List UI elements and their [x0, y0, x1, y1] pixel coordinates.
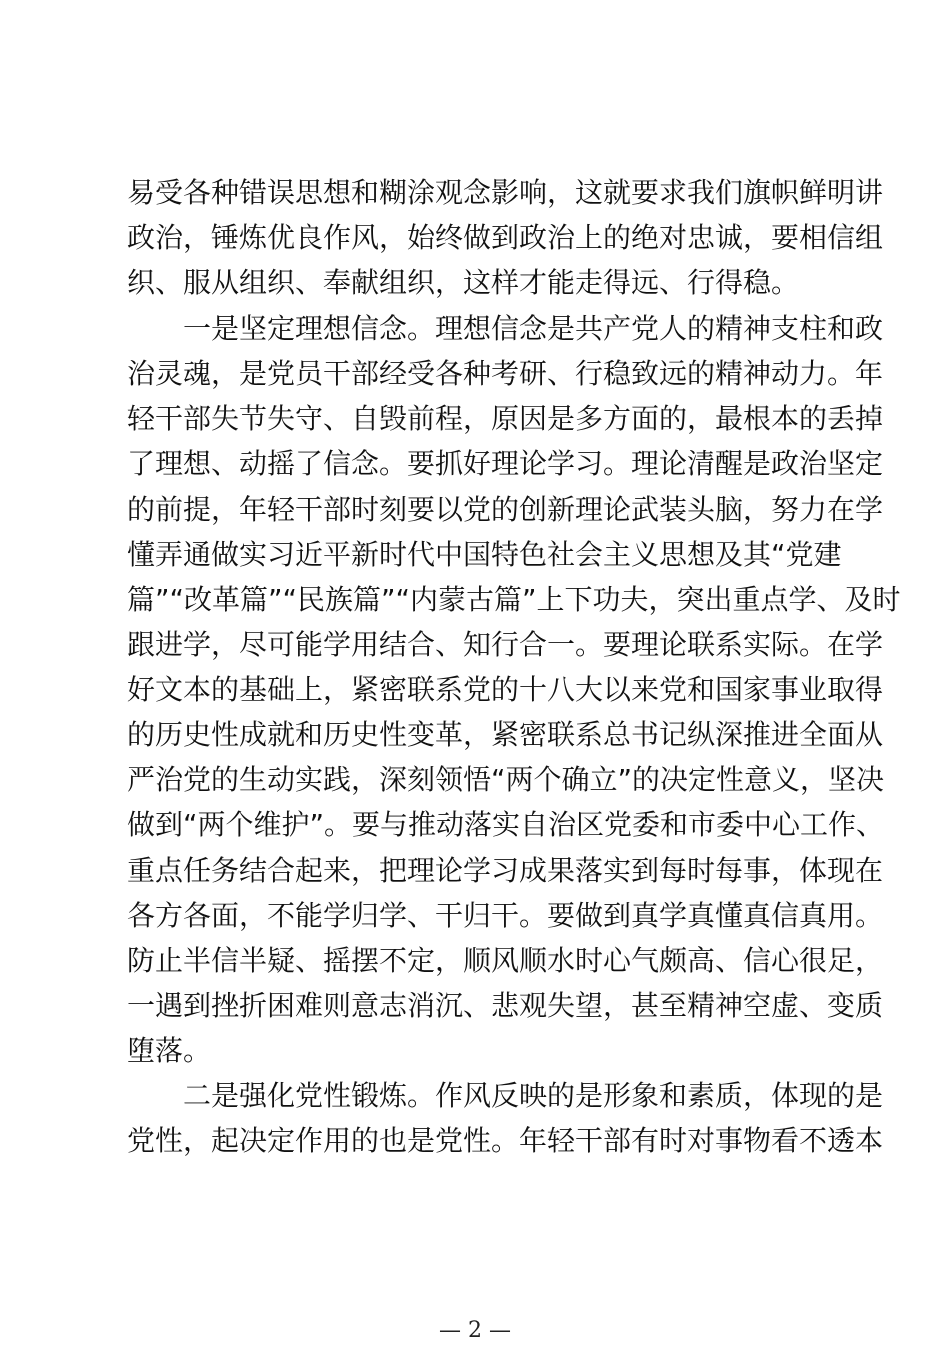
paragraph-line: 轻干部失节失守、自毁前程，原因是多方面的，最根本的丢掉	[127, 402, 884, 435]
paragraph-line: 党性，起决定作用的也是党性。年轻干部有时对事物看不透本	[127, 1124, 884, 1157]
paragraph-line: 各方各面，不能学归学、干归干。要做到真学真懂真信真用。	[127, 899, 884, 932]
paragraph-line: 跟进学，尽可能学用结合、知行合一。要理论联系实际。在学	[127, 628, 884, 661]
paragraph-line: 政治，锤炼优良作风，始终做到政治上的绝对忠诚，要相信组	[127, 221, 884, 254]
paragraph-line: 做到“两个维护”。要与推动落实自治区党委和市委中心工作、	[127, 808, 885, 841]
paragraph-line: 好文本的基础上，紧密联系党的十八大以来党和国家事业取得	[127, 673, 884, 706]
paragraph-line: 治灵魂，是党员干部经受各种考研、行稳致远的精神动力。年	[127, 357, 884, 390]
paragraph-line: 一是坚定理想信念。理想信念是共产党人的精神支柱和政	[183, 312, 884, 345]
paragraph-line: 防止半信半疑、摇摆不定，顺风顺水时心气颇高、信心很足，	[127, 944, 884, 977]
paragraph-line: 篇”“改革篇”“民族篇”“内蒙古篇”上下功夫，突出重点学、及时	[127, 583, 901, 616]
paragraph-line: 的历史性成就和历史性变革，紧密联系总书记纵深推进全面从	[127, 718, 884, 751]
paragraph-line: 堕落。	[127, 1034, 212, 1067]
page-number: — 2 —	[439, 1318, 511, 1343]
paragraph-line: 的前提，年轻干部时刻要以党的创新理论武装头脑，努力在学	[127, 493, 884, 526]
paragraph-line: 重点任务结合起来，把理论学习成果落实到每时每事，体现在	[127, 854, 884, 887]
paragraph-line: 一遇到挫折困难则意志消沉、悲观失望，甚至精神空虚、变质	[127, 989, 884, 1022]
paragraph-line: 织、服从组织、奉献组织，这样才能走得远、行得稳。	[127, 266, 800, 299]
paragraph-line: 二是强化党性锻炼。作风反映的是形象和素质，体现的是	[183, 1079, 884, 1112]
paragraph-line: 易受各种错误思想和糊涂观念影响，这就要求我们旗帜鲜明讲	[127, 176, 884, 209]
paragraph-line: 了理想、动摇了信念。要抓好理论学习。理论清醒是政治坚定	[127, 447, 884, 480]
paragraph-line: 懂弄通做实习近平新时代中国特色社会主义思想及其“党建	[127, 538, 842, 571]
paragraph-line: 严治党的生动实践，深刻领悟“两个确立”的决定性意义，坚决	[127, 763, 885, 796]
